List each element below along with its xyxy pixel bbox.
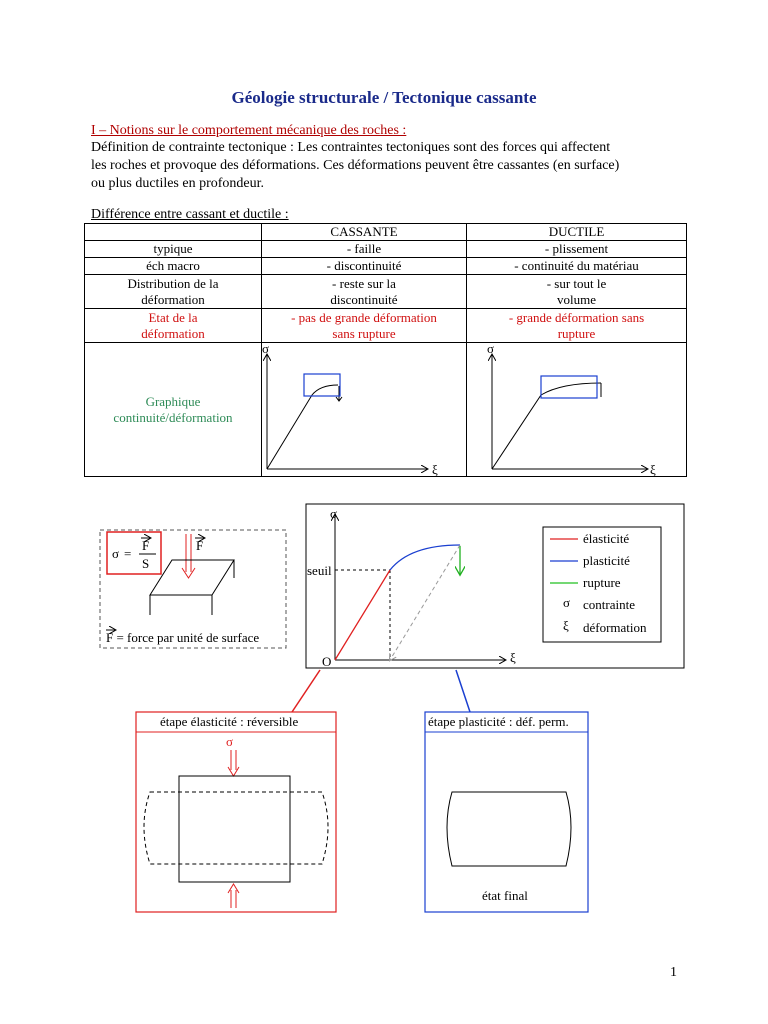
formula-sigma: σ <box>112 546 120 561</box>
y-axis-symbol: σ <box>262 343 270 356</box>
elastic-connector <box>292 670 320 712</box>
elastic-deformed-outline <box>144 792 328 864</box>
legend-stress-label: contrainte <box>583 597 635 612</box>
paragraph-line: ou plus ductiles en profondeur. <box>91 176 265 191</box>
elastic-bottom-arrow-head <box>228 884 239 893</box>
force-box <box>100 530 286 648</box>
row-label: typique <box>85 241 262 258</box>
x-axis-symbol: ξ <box>510 650 516 665</box>
x-axis-symbol: ξ <box>650 462 656 477</box>
cell-line: - reste sur la <box>332 275 396 291</box>
cell-line: sans rupture <box>332 325 396 341</box>
plastic-title: étape plasticité : déf. perm. <box>428 714 569 729</box>
row-label-line: déformation <box>141 325 205 341</box>
force-label: F <box>196 538 204 553</box>
plastic-box-border <box>425 712 588 912</box>
main-graph <box>306 504 684 669</box>
ductile-cell: - continuité du matériau <box>467 258 687 275</box>
cell-line: - pas de grande déformation <box>291 309 437 325</box>
cell-line: - grande déformation sans <box>508 309 645 325</box>
difference-heading: Différence entre cassant et ductile : <box>91 207 289 222</box>
plastic-stage-box <box>425 712 588 912</box>
cassante-cell: - faille <box>262 241 467 258</box>
section-heading: I – Notions sur le comportement mécanique des roches : <box>91 123 407 138</box>
y-axis-symbol: σ <box>330 506 338 521</box>
elastic-stage-box <box>136 712 336 912</box>
page-title: Géologie structurale / Tectonique cassante <box>231 88 537 107</box>
row-label-line: déformation <box>141 291 205 307</box>
main-graph-frame <box>306 504 684 668</box>
formula-denominator: S <box>142 556 150 571</box>
paragraph-line: les roches et provoque des déformations. Ces déformations peuvent être cassantes (en surface) <box>91 158 620 173</box>
plastic-deformed-block <box>447 792 571 866</box>
legend-stress-symbol: σ <box>563 595 571 610</box>
ductile-cell: - plissement <box>467 241 687 258</box>
formula-equals: = <box>124 546 132 561</box>
cell-line: - sur tout le <box>546 275 607 291</box>
legend-elasticity-label: élasticité <box>583 531 630 546</box>
legend-rupture-label: rupture <box>583 575 621 590</box>
graph-label-line: continuité/déformation <box>113 409 233 425</box>
paragraph-line: Définition de contrainte tectonique : Les contraintes tectoniques sont des forces qui affectent <box>91 140 611 155</box>
formula-numerator: F <box>142 538 150 553</box>
page-number: 1 <box>670 965 677 980</box>
cell-line: rupture <box>557 325 596 341</box>
cell-line: volume <box>557 291 596 307</box>
legend-strain-label: déformation <box>583 620 647 635</box>
cassante-cell: - discontinuité <box>262 258 467 275</box>
row-label: éch macro <box>85 258 262 275</box>
block-parallelogram <box>150 560 234 595</box>
force-arrow-head <box>182 568 195 578</box>
row-label-line: Etat de la <box>148 309 198 325</box>
force-caption: F = force par unité de surface <box>106 630 260 645</box>
elastic-stress-symbol: σ <box>226 734 234 749</box>
graph-label-line: Graphique <box>145 393 201 409</box>
cell-line: discontinuité <box>330 291 398 307</box>
table-header-cassante: CASSANTE <box>262 224 467 241</box>
legend-plasticity-label: plasticité <box>583 553 630 568</box>
x-axis-symbol: ξ <box>432 462 438 477</box>
elastic-top-arrow-head <box>228 767 239 776</box>
plastic-caption: état final <box>482 888 528 903</box>
origin-label: O <box>322 654 332 669</box>
y-axis-symbol: σ <box>487 343 495 356</box>
legend-strain-symbol: ξ <box>563 618 569 633</box>
table-header-ductile: DUCTILE <box>467 224 687 241</box>
elastic-title: étape élasticité : réversible <box>160 714 299 729</box>
threshold-label: seuil <box>307 563 332 578</box>
plastic-connector <box>456 670 470 712</box>
row-label-line: Distribution de la <box>127 275 219 291</box>
